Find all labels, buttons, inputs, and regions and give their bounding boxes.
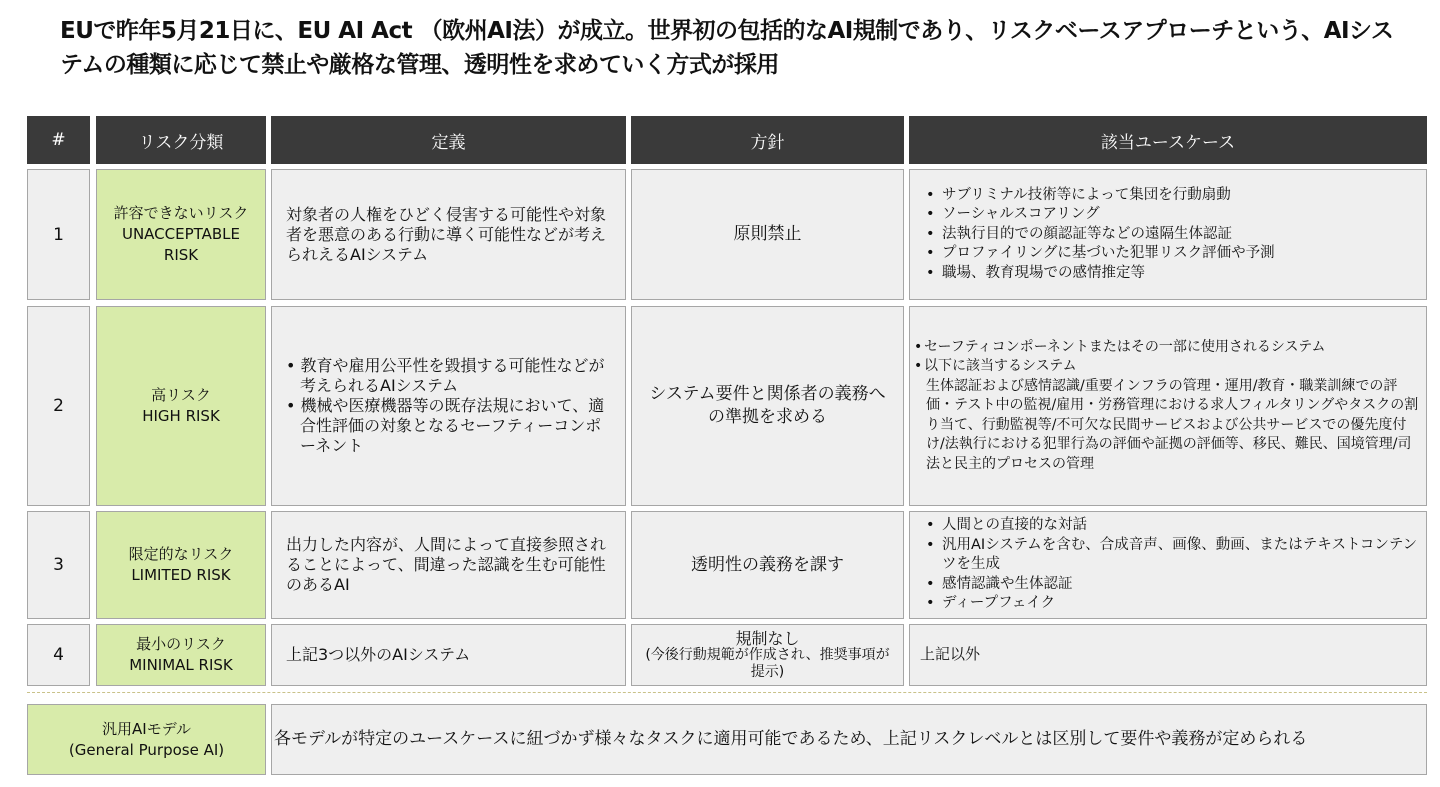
row-4-risk [96, 624, 266, 686]
row-2-policy: システム要件と関係者の義務への準拠を求める [631, 306, 904, 506]
row-4-definition: 上記3つ以外のAIシステム [271, 624, 626, 686]
list-item: • プロファイリングに基づいた犯罪リスク評価や予測 [942, 244, 1275, 264]
list-item: • ディープフェイク [942, 594, 1420, 614]
use-case-detail: 生体認証および感情認識/重要インフラの管理・運用/教育・職業訓練での評価・テスト中の監視/雇用・労務管理における求人フィルタリングやタスクの割り当て、行動監視等/不可欠な民間サービスおよび公共サービスでの優先度付け/法執行における犯罪行為の評価や証拠の評価等、移民、難民、国境管理/司法と民主的プロセスの管理 [926, 377, 1419, 472]
row-3-use-cases [909, 511, 1427, 619]
list-item: • 人間との直接的な対話 [942, 516, 1420, 536]
list-item: • 汎用AIシステムを含む、合成音声、画像、動画、またはテキストコンテンツを生成 [942, 536, 1420, 575]
row-2-number: 2 [27, 306, 90, 506]
general-purpose-description: 各モデルが特定のユースケースに紐づかず様々なタスクに適用可能であるため、上記リスクレベルとは区別して要件や義務が定められる [271, 704, 1427, 775]
row-3-risk-en: LIMITED RISK [131, 566, 231, 584]
header-definition: 定義 [271, 116, 626, 164]
row-4-risk-en: MINIMAL RISK [129, 656, 233, 674]
row-4-number: 4 [27, 624, 90, 686]
row-1-risk-ja: 許容できないリスク [113, 204, 249, 222]
row-4-risk-ja: 最小のリスク [136, 635, 226, 653]
row-1-risk [96, 169, 266, 300]
slide-title: EUで昨年5月21日に、EU AI Act （欧州AI法）が成立。世界初の包括的なAI規制であり、リスクベースアプローチという、AIシステムの種類に応じて禁止や厳格な管理、透明性を求めていく方式が採用 [60, 18, 1394, 78]
header-use-cases: 該当ユースケース [909, 116, 1427, 164]
list-item: • セーフティコンポーネントまたはその一部に使用されるシステム [914, 338, 1420, 358]
row-2-risk-ja: 高リスク [151, 386, 211, 404]
row-1-definition: 対象者の人権をひどく侵害する可能性や対象者を悪意のある行動に導く可能性などが考えられえるAIシステム [271, 169, 626, 300]
row-4-policy-main: 規制なし [735, 628, 800, 648]
definition-item: • 機械や医療機器等の既存法規において、適合性評価の対象となるセーフティーコンポーネント [286, 396, 605, 455]
list-item: • 感情認識や生体認証 [942, 575, 1420, 595]
row-1-use-cases [909, 169, 1427, 300]
row-2-risk [96, 306, 266, 506]
list-item: • 以下に該当するシステム [914, 357, 1420, 377]
header-risk-category: リスク分類 [96, 116, 266, 164]
list-item: • 職場、教育現場での感情推定等 [942, 264, 1275, 284]
row-3-risk-ja: 限定的なリスク [128, 545, 234, 563]
header-number: # [27, 116, 90, 164]
definition-item: • 教育や雇用公平性を毀損する可能性などが考えられるAIシステム [286, 356, 605, 395]
header-policy: 方針 [631, 116, 904, 164]
row-1-risk-en: UNACCEPTABLE RISK [121, 225, 241, 264]
row-4-use-cases: 上記以外 [909, 624, 1427, 686]
row-4-policy [631, 624, 904, 686]
row-1-policy: 原則禁止 [631, 169, 904, 300]
row-2-definition [271, 306, 626, 506]
list-item: • ソーシャルスコアリング [942, 205, 1275, 225]
row-3-definition: 出力した内容が、人間によって直接参照されることによって、間違った認識を生む可能性のあるAI [271, 511, 626, 619]
row-3-risk [96, 511, 266, 619]
list-item: • サブリミナル技術等によって集団を行動扇動 [942, 186, 1275, 206]
row-3-number: 3 [27, 511, 90, 619]
general-purpose-label [27, 704, 266, 775]
row-1-number: 1 [27, 169, 90, 300]
row-2-risk-en: HIGH RISK [142, 407, 220, 425]
general-purpose-label-ja: 汎用AIモデル [102, 719, 191, 738]
row-2-use-cases [909, 306, 1427, 506]
row-3-policy: 透明性の義務を課す [631, 511, 904, 619]
separator-line [27, 692, 1427, 693]
list-item: • 法執行目的での顔認証等などの遠隔生体認証 [942, 225, 1275, 245]
row-4-policy-note: (今後行動規範が作成され、推奨事項が提示) [645, 646, 890, 680]
general-purpose-label-en: (General Purpose AI) [68, 740, 225, 759]
